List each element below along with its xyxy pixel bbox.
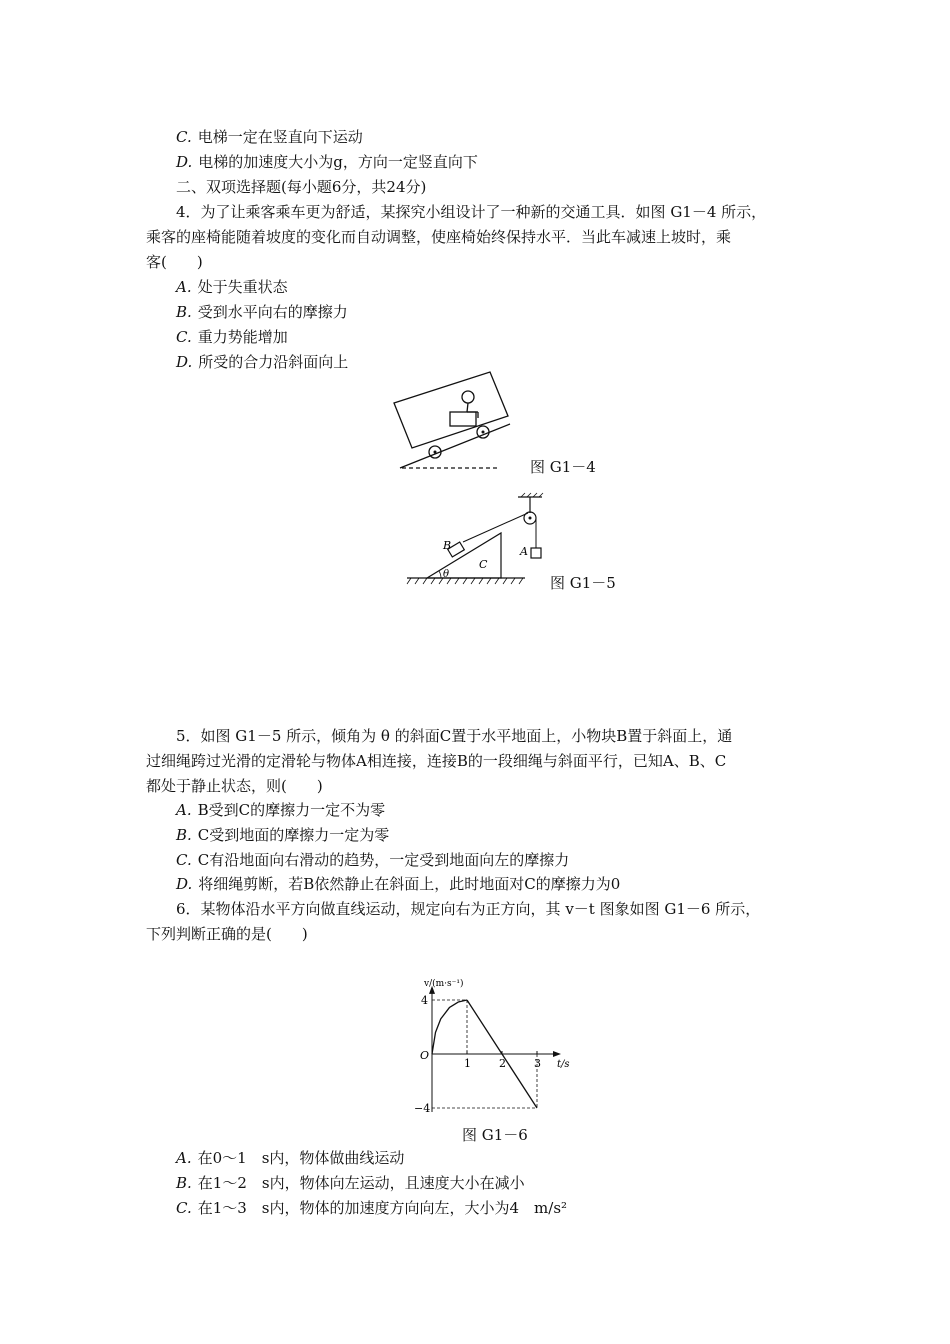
- origin-label: O: [420, 1049, 430, 1062]
- q4-stem-line-1: 4．为了让乘客乘车更为舒适，某探究小组设计了一种新的交通工具．如图 G1－4 所示，: [176, 203, 767, 221]
- vt-chart: [400, 940, 580, 1120]
- q4-option-c: C. 重力势能增加: [176, 328, 288, 346]
- x-tick-label-2: 2: [499, 1057, 506, 1070]
- q4-option-d: D. 所受的合力沿斜面向上: [176, 353, 349, 371]
- q5-option-c: C. C有沿地面向右滑动的趋势，一定受到地面向左的摩擦力: [176, 851, 570, 869]
- car-body: [394, 372, 508, 448]
- q4-stem-line-2: 乘客的座椅能随着坡度的变化而自动调整，使座椅始终保持水平．当此车减速上坡时，乘: [146, 228, 732, 246]
- q3-option-d: D. 电梯的加速度大小为g，方向一定竖直向下: [176, 153, 478, 171]
- incline-c: [427, 533, 501, 578]
- rope-to-pulley: [463, 513, 528, 542]
- ceiling-hatch: [521, 493, 543, 497]
- passenger-head: [462, 391, 474, 403]
- q5-option-a: A. B受到C的摩擦力一定不为零: [176, 801, 386, 819]
- figure-g1-4-caption: 图 G1－4: [530, 458, 596, 476]
- block-a: [531, 548, 541, 558]
- q6-option-a: A. 在0～1 s内，物体做曲线运动: [176, 1149, 405, 1167]
- figure-g1-4: [390, 368, 530, 473]
- q5-stem-line-3: 都处于静止状态，则( ): [146, 777, 323, 795]
- q6-option-b: B. 在1～2 s内，物体向左运动，且速度大小在减小: [176, 1174, 525, 1192]
- x-tick-label-3: 3: [534, 1057, 541, 1070]
- seat-base: [450, 412, 476, 426]
- q5-stem-line-2: 过细绳跨过光滑的定滑轮与物体A相连接，连接B的一段细绳与斜面平行，已知A、B、C: [146, 752, 727, 770]
- q4-stem-line-3: 客( ): [146, 253, 203, 271]
- q4-option-a: A. 处于失重状态: [176, 278, 288, 296]
- x-axis-label: t/s: [557, 1059, 570, 1070]
- q6-stem-line-2: 下列判断正确的是( ): [146, 925, 308, 943]
- label-b: B: [443, 539, 452, 552]
- figure-g1-5: [405, 493, 550, 593]
- series-line-1: [432, 1000, 467, 1054]
- q6-stem-line-1: 6．某物体沿水平方向做直线运动，规定向右为正方向，其 v－t 图象如图 G1－6 所示，: [176, 900, 761, 918]
- figure-g1-5-caption: 图 G1－5: [550, 574, 616, 592]
- label-a: A: [520, 545, 528, 558]
- q5-stem-line-1: 5．如图 G1－5 所示，倾角为 θ 的斜面C置于水平地面上，小物块B置于斜面上，通: [176, 727, 733, 745]
- y-tick-label--4: −4: [414, 1102, 431, 1115]
- ground-hatch: [407, 578, 523, 584]
- label-theta: θ: [443, 569, 450, 580]
- q5-option-b: B. C受到地面的摩擦力一定为零: [176, 826, 390, 844]
- y-tick-label-4: 4: [421, 994, 428, 1007]
- y-axis-label: v/(m·s⁻¹): [424, 978, 464, 989]
- q5-option-d: D. 将细绳剪断，若B依然静止在斜面上，此时地面对C的摩擦力为0: [176, 875, 621, 893]
- figure-g1-6-caption: 图 G1－6: [462, 1126, 528, 1144]
- x-tick-label-1: 1: [464, 1057, 471, 1070]
- x-axis-arrow: [553, 1051, 561, 1057]
- q3-option-c: C. 电梯一定在竖直向下运动: [176, 128, 363, 146]
- label-c: C: [479, 558, 488, 571]
- q6-option-c: C. 在1～3 s内，物体的加速度方向向左，大小为4 m/s²: [176, 1199, 568, 1217]
- section-2-heading: 二、双项选择题(每小题6分，共24分): [176, 178, 427, 196]
- q4-option-b: B. 受到水平向右的摩擦力: [176, 303, 348, 321]
